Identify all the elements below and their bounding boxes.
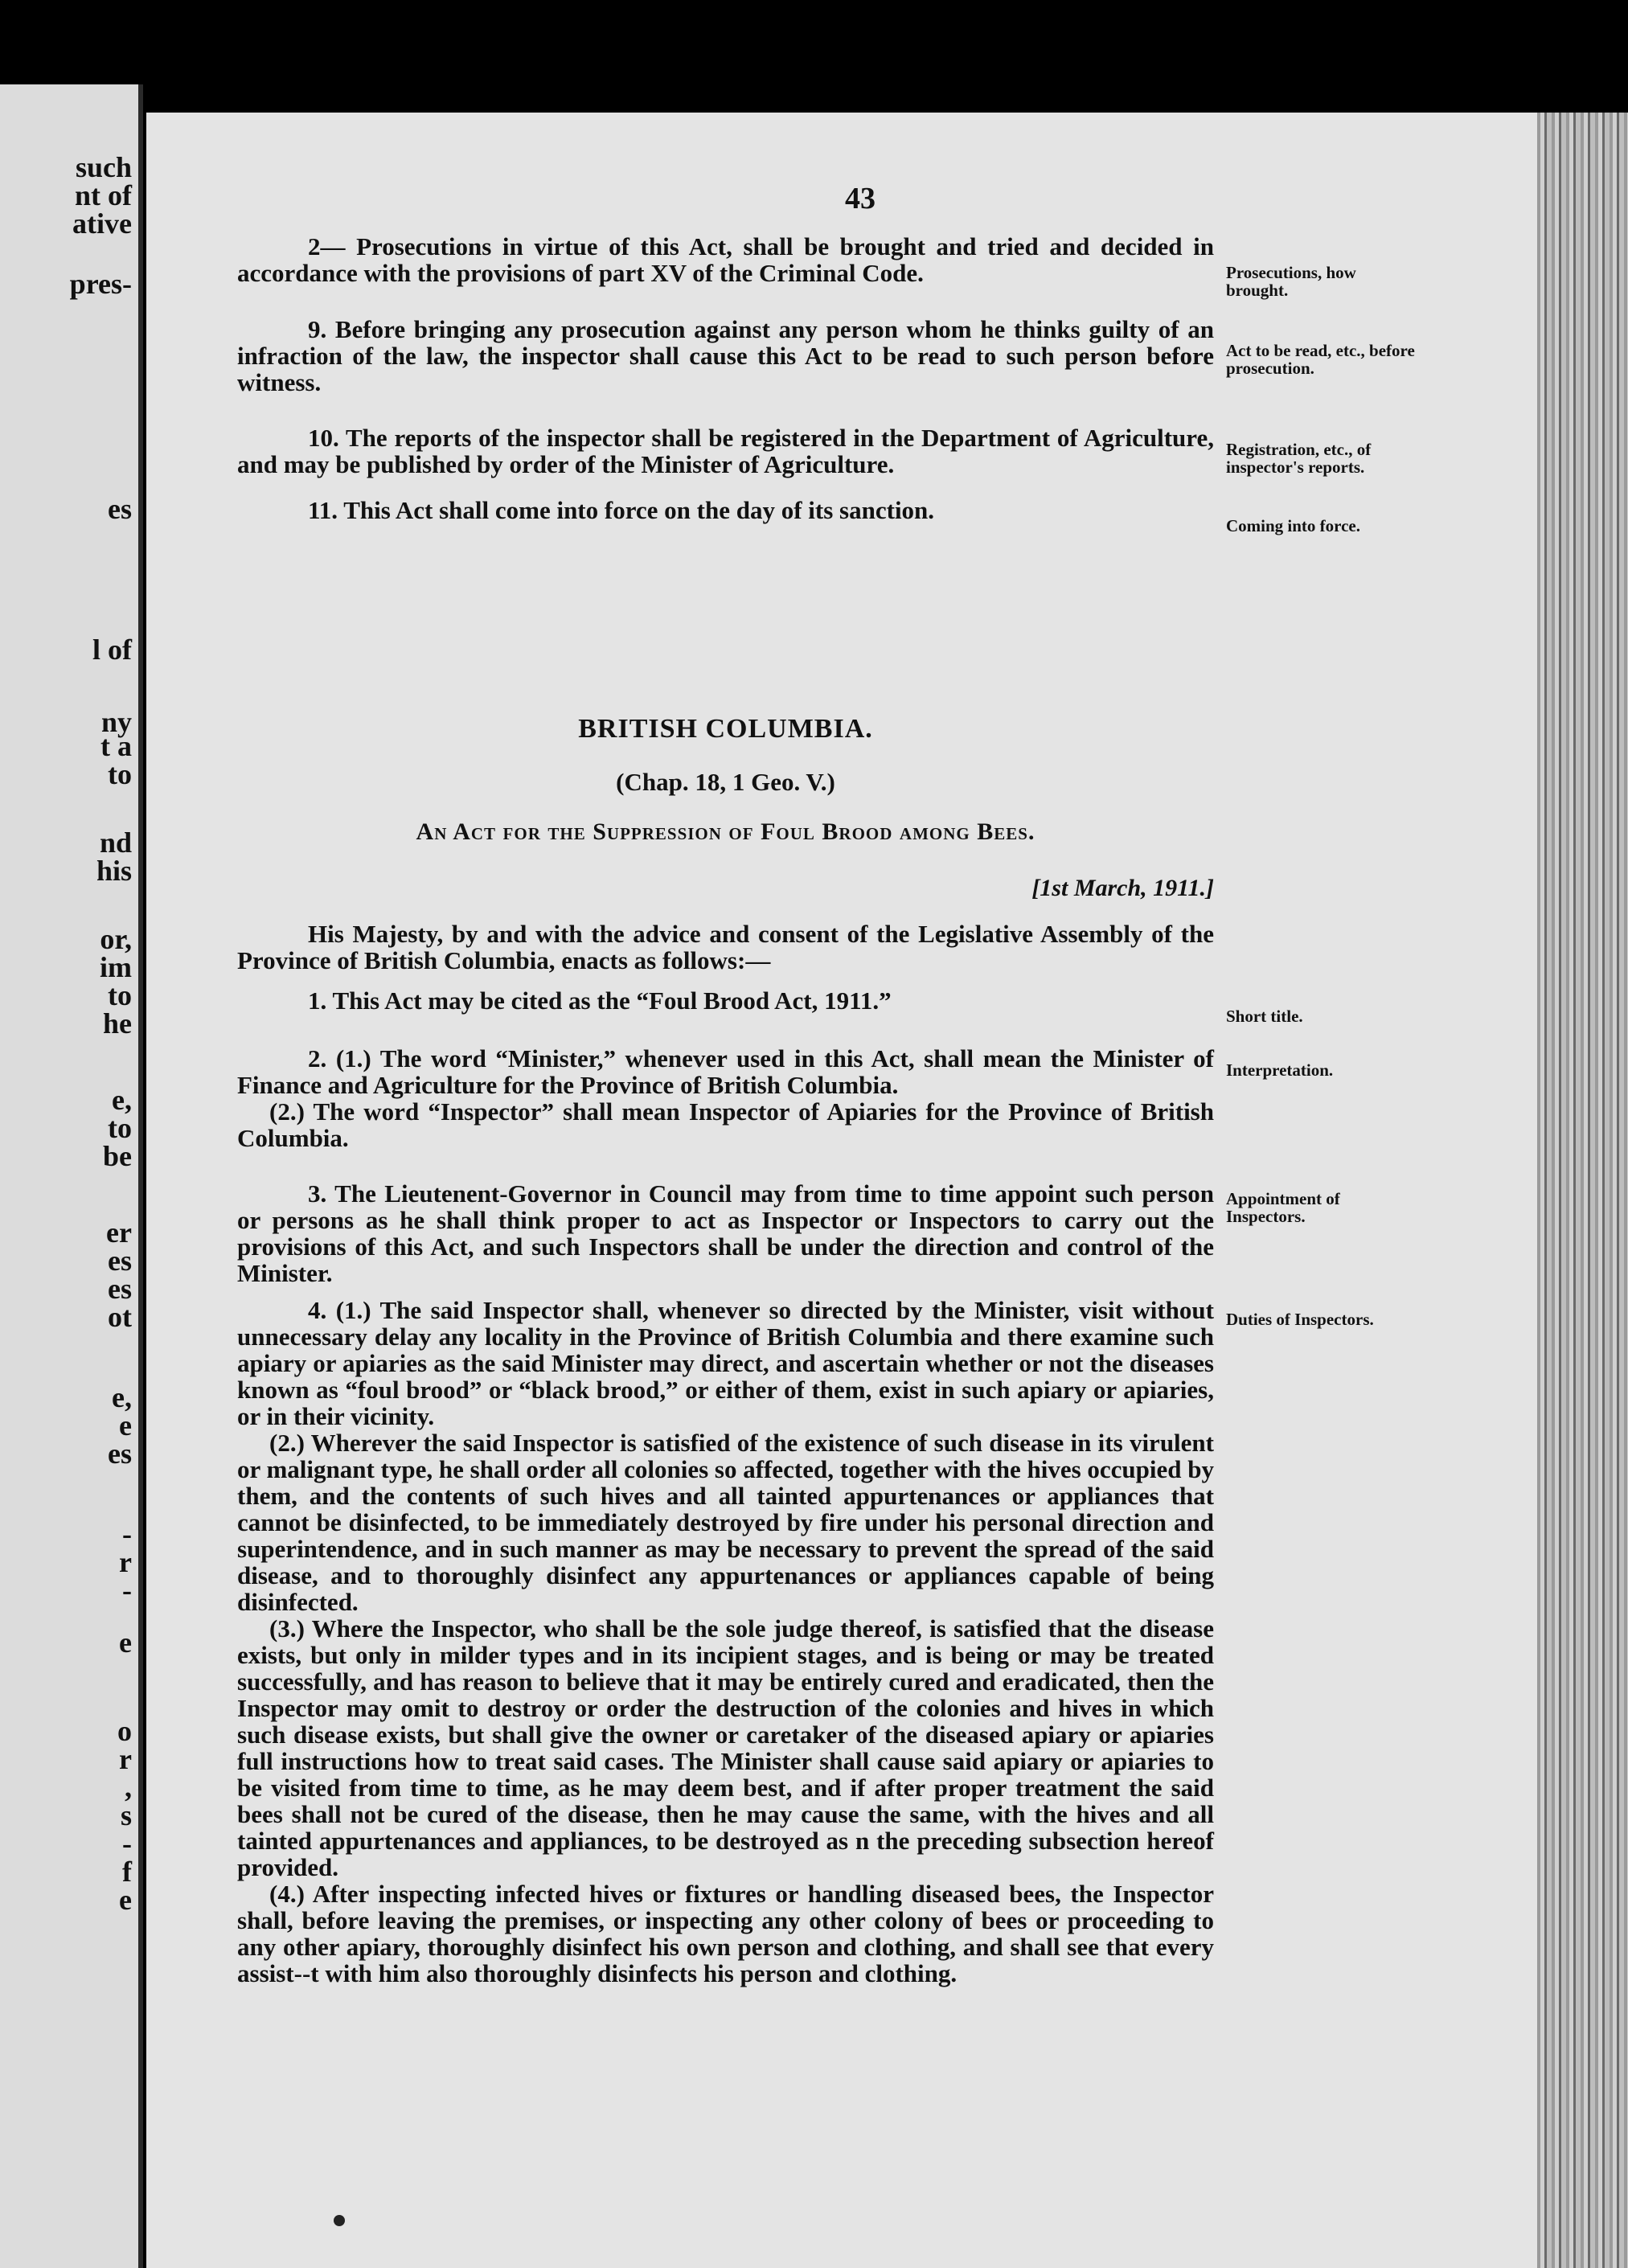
facing-page-fragment: ative <box>72 207 132 240</box>
para-4-1: 4. (1.) The said Inspector shall, whenever so directed by the Minister, visit without unnecessary delay any locality in the Province of British Columbia and there examine such apiary or apiaries as the said Minister may direct, and ascertain whether or not the diseases known as “foul brood” or “black brood,” or either of them, exist in such apiary or apiaries, or in their vicinity. <box>237 1296 1214 1430</box>
margin-note-prosecutions: Prosecutions, how brought. <box>1226 263 1356 300</box>
section-11 <box>237 497 1214 523</box>
facing-page-fragment: pres- <box>69 268 132 300</box>
facing-page-fragment: es <box>108 1437 132 1470</box>
facing-page-fragment: er <box>106 1216 132 1249</box>
facing-page-fragment: e <box>119 1409 132 1442</box>
heading-chapter: (Chap. 18, 1 Geo. V.) <box>616 768 835 796</box>
facing-page-fragment: e, <box>112 1381 132 1413</box>
section-10 <box>237 424 1214 478</box>
facing-page-fragment: im <box>100 951 132 983</box>
facing-page-fragment: - <box>122 1518 132 1550</box>
section-3 <box>237 1180 1214 1286</box>
facing-page-fragment: be <box>103 1140 132 1172</box>
margin-note-interpretation: Interpretation. <box>1226 1060 1334 1080</box>
facing-page-fragment: l of <box>92 634 132 666</box>
facing-page-fragment: - <box>122 1574 132 1606</box>
facing-page-fragment: r <box>119 1743 132 1775</box>
ink-speck <box>334 2215 345 2226</box>
facing-page-fragment: e, <box>112 1084 132 1116</box>
para-4-3: (3.) Where the Inspector, who shall be the sole judge thereof, is satisfied that the disease exists, but only in milder types and in its incipient stages, and is being or may be treated successfully, and has reason to believe that it may be entirely cured and eradicated, then the Inspector may omit to destroy or order the destruction of the colonies and hives in which such disease exists, but shall give the owner or caretaker of the diseased apiary or apiaries full instructions how to treat said cases. The Minister shall cause said apiary or apiaries to be visited from time to time, as he may deem best, and if after proper treatment the said bees shall not be cured of the disease, then he may cause the same, with the hives and all tainted appurtenances and appliances, to be destroyed as n the preceding subsection hereof provided. <box>237 1614 1214 1881</box>
para-4-2: (2.) Wherever the said Inspector is satisfied of the existence of such disease in its virulent or malignant type, he shall order all colonies so affected, together with the hives occupied by them, and the contents of such hives and all tainted appurtenances or appliances that cannot be disinfected, to be immediately destroyed by fire under his personal direction and superintendence, and in such manner as may be necessary to prevent the spread of the said disease, and to thoroughly disinfect any appurtenances or appliances capable of being disinfected. <box>237 1429 1214 1616</box>
facing-page-fragment: ot <box>108 1301 132 1333</box>
para-4-4: (4.) After inspecting infected hives or fixtures or handling diseased bees, the Inspector shall, before leaving the premises, or inspecting any other colony of bees or proceeding to any other apiary, thoroughly disinfect his own person and clothing, and shall see that every assist‐‐t with him also thoroughly disinfects his person and clothing. <box>237 1880 1214 1987</box>
section-4 <box>237 1297 1214 1987</box>
facing-page-fragment: such <box>75 151 132 183</box>
para-preamble: His Majesty, by and with the advice and consent of the Legislative Assembly of the Province of British Columbia, enacts as follows:— <box>237 920 1214 974</box>
margin-note-duties: Duties of Inspectors. <box>1226 1310 1374 1329</box>
facing-page-fragment: t a <box>100 730 132 762</box>
margin-note-short-title: Short title. <box>1226 1007 1303 1026</box>
heading-act-title: An Act for the Suppression of Foul Brood among Bees. <box>416 818 1035 845</box>
para-8-2: 2— Prosecutions in virtue of this Act, shall be brought and tried and decided in accordance with the provisions of part XV of the Criminal Code. <box>237 232 1214 287</box>
facing-page-fragment: to <box>108 1112 132 1144</box>
section-9 <box>237 316 1214 396</box>
facing-page-fragment: or, <box>100 923 132 955</box>
facing-page-fragment: s <box>120 1799 132 1831</box>
facing-page-fragment: he <box>103 1007 132 1040</box>
facing-page-fragment: his <box>96 855 132 887</box>
para-1: 1. This Act may be cited as the “Foul Brood Act, 1911.” <box>308 986 892 1015</box>
facing-page-fragment: r <box>119 1546 132 1578</box>
para-10: 10. The reports of the inspector shall be registered in the Department of Agriculture, and may be published by order of the Minister of Agriculture. <box>237 424 1214 478</box>
margin-note-coming: Coming into force. <box>1226 516 1361 535</box>
facing-page-edge <box>0 84 143 2268</box>
preamble <box>237 921 1214 974</box>
section-2 <box>237 1045 1214 1151</box>
section-8-2 <box>237 233 1214 286</box>
facing-page-fragment: nt of <box>75 179 132 211</box>
facing-page-fragment: o <box>117 1715 132 1747</box>
facing-page-fragment: , <box>125 1771 132 1803</box>
para-2-2: (2.) The word “Inspector” shall mean Inspector of Apiaries for the Province of British Columbia. <box>237 1097 1214 1152</box>
margin-note-registration: Registration, etc., of inspector's reports. <box>1226 440 1372 477</box>
para-3: 3. The Lieutenent-Governor in Council may from time to time appoint such person or persons as he shall think proper to act as Inspector or Inspectors to carry out the provisions of this Act, and such Inspectors shall be under the direction and control of the Minister. <box>237 1179 1214 1287</box>
facing-page-fragment: f <box>122 1856 132 1888</box>
facing-page-fragment: es <box>108 1273 132 1305</box>
page-stack-edge <box>1537 113 1628 2268</box>
margin-note-act-read: Act to be read, etc., before prosecution. <box>1226 341 1415 378</box>
page-number: 43 <box>845 182 876 215</box>
facing-page-fragment: ny <box>100 706 132 738</box>
act-date: [1st March, 1911.] <box>1031 875 1214 901</box>
facing-page-fragment: e <box>119 1626 132 1659</box>
margin-note-appointment: Appointment of Inspectors. <box>1226 1189 1340 1226</box>
section-1 <box>237 987 1214 1014</box>
para-2-1: 2. (1.) The word “Minister,” whenever used in this Act, shall mean the Minister of Finance and Agriculture for the Province of British Columbia. <box>237 1044 1214 1099</box>
facing-page-fragment: es <box>108 1245 132 1277</box>
facing-page-fragment: - <box>122 1827 132 1860</box>
heading-province: BRITISH COLUMBIA. <box>578 714 873 744</box>
facing-page-fragment: e <box>119 1884 132 1916</box>
para-11: 11. This Act shall come into force on the day of its sanction. <box>308 496 935 524</box>
para-9: 9. Before bringing any prosecution against any person whom he thinks guilty of an infraction of the law, the inspector shall cause this Act to be read to such person before witness. <box>237 315 1214 396</box>
facing-page-fragment: nd <box>99 826 132 859</box>
facing-page-fragment: es <box>108 493 132 525</box>
facing-page-fragment: to <box>108 758 132 790</box>
facing-page-fragment: to <box>108 979 132 1011</box>
